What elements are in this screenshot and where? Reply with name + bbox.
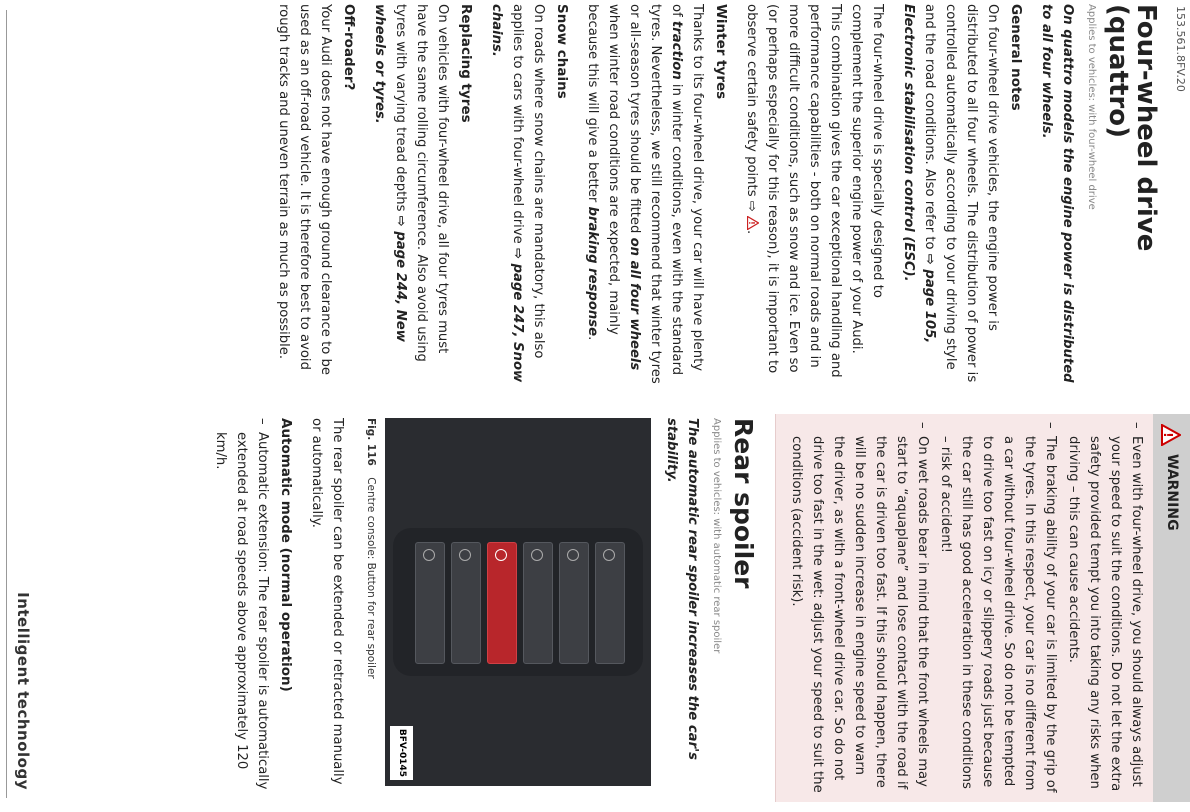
header-rule: [6, 10, 7, 798]
off-roader-heading: Off-roader?: [341, 4, 357, 91]
console-button: [559, 542, 589, 664]
general-notes-paragraph: On four-wheel drive vehicles, the engine power is distributed to all four wheels. The distribution of power is controlled automatically according to your driving style and the road conditions. Also refer to ⇨ page 105, Electronic stabilisation control (ESC).: [901, 4, 1000, 383]
snow-chains-paragraph: On roads where snow chains are mandatory, this also applies to cars with four-wheel drive ⇨ page 247, Snow chains.: [489, 4, 546, 383]
winter-tyres-heading: Winter tyres: [713, 4, 729, 100]
automatic-mode-item: – Automatic extension: The rear spoiler is automatically extended at road speeds above approximately 120 km/h.: [210, 418, 273, 798]
snow-chains-reference-link[interactable]: ⇨ page 247, Snow chains.: [489, 4, 525, 383]
svg-text:!: !: [1161, 432, 1176, 438]
console-button: [595, 542, 625, 664]
right-column: [210, 418, 1190, 798]
replacing-tyres-paragraph: On vehicles with four-wheel drive, all four tyres must have the same rolling circumference. Also avoid using tyres with varying tread depths ⇨ page 244, New wheels or tyres.: [372, 4, 450, 362]
warning-triangle-icon: [747, 216, 759, 230]
warning-label: WARNING: [1164, 454, 1180, 531]
general-notes-paragraph-2: The four-wheel drive is specially designed to complement the superior engine power of your Audi. This combination gives the car exceptional handling and performance capabilities - both on normal roads and in more difficult conditions, such as snow and ice. Even so (or perhaps especially for this reason), it is important to observe certain safety points ⇨ ! .: [744, 4, 885, 378]
esc-reference-link[interactable]: ⇨ page 105, Electronic stabilisation control (ESC).: [901, 4, 937, 344]
figure-centre-console: [385, 418, 651, 786]
snow-chains-heading: Snow chains: [554, 4, 570, 99]
new-wheels-reference-link[interactable]: ⇨ page 244, New wheels or tyres.: [372, 4, 408, 342]
figure-number: Fig. 116: [365, 418, 377, 466]
warning-icon: [1162, 424, 1182, 446]
console-button: [451, 542, 481, 664]
document-code: 153.561.8FV.20: [1174, 6, 1187, 92]
figure-code: BFV-0145: [390, 726, 413, 780]
general-notes-heading: General notes: [1008, 4, 1024, 111]
figure-caption: Fig. 116 Centre console: Button for rear spoiler: [365, 418, 377, 679]
svg-text:!: !: [747, 221, 756, 225]
warning-box: [775, 414, 1190, 802]
running-header-area: [0, 0, 42, 806]
spoiler-paragraph: The rear spoiler can be extended or retracted manually or automatically.: [309, 418, 345, 785]
winter-tyres-paragraph: Thanks to its four-wheel drive, your car will have plenty of traction in winter conditions, even with the standard tyres. Nevertheless, we still recommend that winter tyres or all-season tyres should be fitted on all four wheels when winter road conditions are expected, mainly because this will give a better braking response.: [585, 4, 705, 384]
automatic-mode-heading: Automatic mode (normal operation): [278, 418, 294, 692]
running-header: Intelligent technology: [14, 592, 32, 790]
warning-item: – Even with four-wheel drive, you should always adjust your speed to suit the conditions. Do not let the extra safety provided tempt you into taking any risks when driving – this can cause accidents.: [1063, 422, 1147, 794]
lead-text: On quattro models the engine power is distributed to all four wheels.: [1039, 4, 1075, 383]
spoiler-lead-text: The automatic rear spoiler increases the car's stability.: [664, 418, 700, 760]
section-title-four-wheel-drive: Four-wheel drive (quattro): [1103, 4, 1161, 252]
warning-item: – The braking ability of your car is limited by the grip of the tyres. In this respect, your car is no different from a car without four-wheel drive. So do not be tempted to drive too fast on icy or slippery roads just because the car still has good acceleration in these conditions – risk of accident!: [935, 422, 1061, 794]
applies-to: Applies to vehicles: with four-wheel drive: [1086, 4, 1097, 210]
console-button: [415, 542, 445, 664]
off-roader-paragraph: Your Audi does not have enough ground clearance to be used as an off-road vehicle. It is therefore best to avoid rough tracks and uneven terrain as much as possible.: [276, 4, 333, 376]
left-column: [263, 4, 1160, 384]
replacing-tyres-heading: Replacing tyres: [458, 4, 474, 123]
console-button: [523, 542, 553, 664]
section-title-rear-spoiler: Rear spoiler: [729, 418, 758, 589]
warning-header: [1153, 414, 1190, 802]
rear-spoiler-button: [487, 542, 517, 664]
warning-item: – On wet roads bear in mind that the front wheels may start to “aquaplane” and lose contact with the road if the car is driven too fast. If this should happen, there will be no sudden increase in engine speed to warn the driver, as with a front-wheel drive car. So do not drive too fast in the wet: adjust your speed to suit the conditions (accident risk).: [786, 422, 933, 794]
spoiler-applies-to: Applies to vehicles: with automatic rear spoiler: [711, 418, 722, 654]
